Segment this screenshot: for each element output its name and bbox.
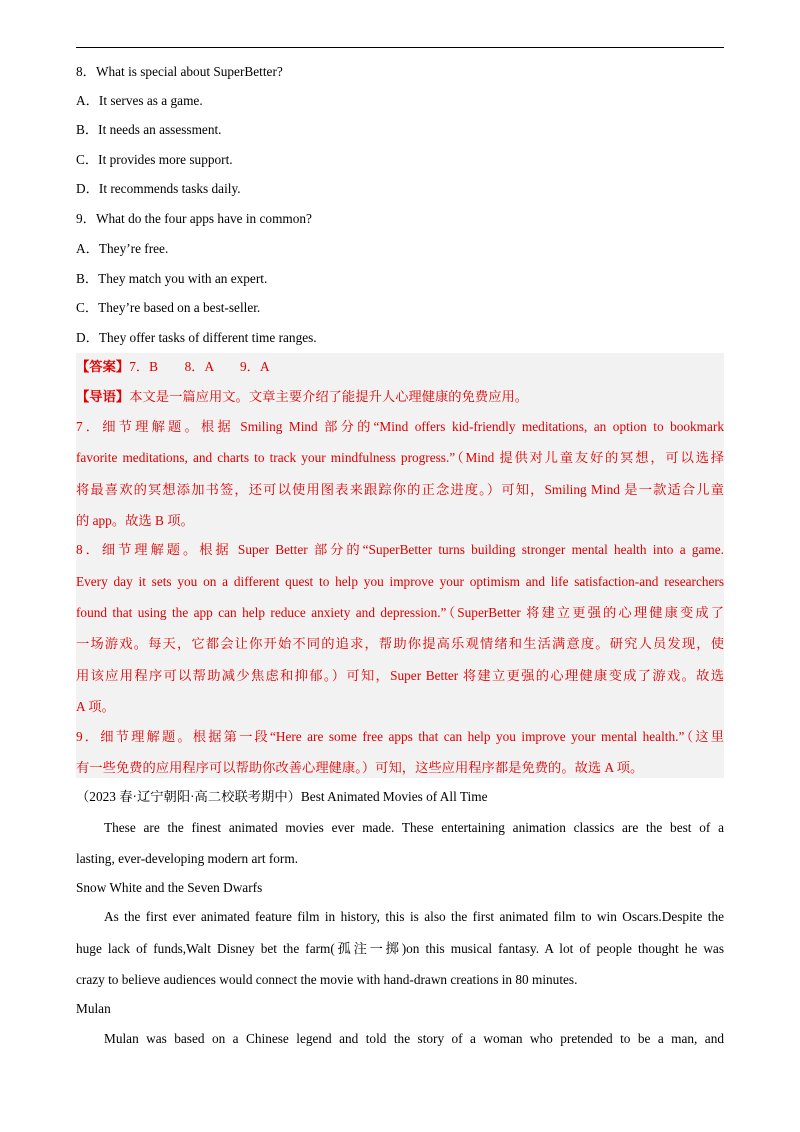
question-8-option-c: C．It provides more support. (76, 152, 233, 167)
answer-values: 7．B 8．A 9．A (129, 359, 270, 374)
question-8-stem: 8．What is special about SuperBetter? (76, 64, 283, 79)
explanation-line: 用该应用程序可以帮助减少焦虑和抑郁。）可知，Super Better 将建立更强的心理健康变成了游戏。故选 (76, 668, 724, 683)
section-snow-white-line: crazy to believe audiences would connect the movie with hand-drawn creations in 80 minutes. (76, 972, 578, 987)
explanation-line: found that using the app can help reduce anxiety and depression.”（SuperBetter 将建立更强的心理健康变成了 (76, 605, 724, 620)
explanation-line: favorite meditations, and charts to track your mindfulness progress.”（Mind 提供对儿童友好的冥想，可以选择 (76, 450, 724, 465)
explanation-line: A 项。 (76, 699, 115, 714)
guide-label: 【导语】 (76, 389, 130, 404)
answer-line (76, 358, 724, 376)
question-9-stem: 9．What do the four apps have in common? (76, 211, 312, 226)
section-mulan-line: Mulan was based on a Chinese legend and told the story of a woman who pretended to be a man, and (104, 1031, 724, 1046)
section-snow-white-line: huge lack of funds,Walt Disney bet the farm(孤注一掷)on this musical fantasy. A lot of people thought he was (76, 941, 724, 956)
question-8-option-b: B．It needs an assessment. (76, 122, 222, 137)
section-title-mulan: Mulan (76, 1001, 111, 1016)
explanation-line: 8．细节理解题。根据 Super Better 部分的“SuperBetter turns building stronger mental health into a game. (76, 542, 724, 557)
section-snow-white-line: As the first ever animated feature film in history, this is also the first animated film to win Oscars.Despite the (104, 909, 724, 924)
question-9-option-a: A．They’re free. (76, 241, 169, 256)
header-rule (76, 47, 724, 48)
question-8-option-d: D．It recommends tasks daily. (76, 181, 241, 196)
explanation-line: 将最喜欢的冥想添加书签，还可以使用图表来跟踪你的正念进度。）可知，Smiling Mind 是一款适合儿童 (76, 482, 724, 497)
explanation-line: 的 app。故选 B 项。 (76, 513, 194, 528)
guide-line (76, 388, 724, 406)
question-9-option-c: C．They’re based on a best-seller. (76, 300, 261, 315)
passage-intro-line: These are the finest animated movies ever made. These entertaining animation classics are the best of a (104, 820, 724, 835)
passage-intro-line: lasting, ever-developing modern art form. (76, 851, 299, 866)
explanation-line: 一场游戏。每天，它都会让你开始不同的追求，帮助你提高乐观情绪和生活满意度。研究人员发现，使 (76, 636, 724, 651)
question-8-option-a: A．It serves as a game. (76, 93, 203, 108)
question-9-option-b: B．They match you with an expert. (76, 271, 268, 286)
explanation-line: 9．细节理解题。根据第一段“Here are some free apps that can help you improve your mental health.”（这里 (76, 729, 724, 744)
section-title-snow-white: Snow White and the Seven Dwarfs (76, 880, 263, 895)
explanation-line: 有一些免费的应用程序可以帮助你改善心理健康。）可知，这些应用程序都是免费的。故选 A 项。 (76, 760, 644, 775)
explanation-line: Every day it sets you on a different quest to help you improve your optimism and life satisfaction-and researchers (76, 574, 724, 589)
passage-source-title: （2023 春·辽宁朝阳·高二校联考期中）Best Animated Movies of All Time (76, 789, 488, 804)
answer-label: 【答案】 (76, 359, 130, 374)
explanation-line: 7．细节理解题。根据 Smiling Mind 部分的“Mind offers kid-friendly meditations, an option to bookmark (76, 419, 724, 434)
guide-text: 本文是一篇应用文。文章主要介绍了能提升人心理健康的免费应用。 (129, 389, 529, 404)
question-9-option-d: D．They offer tasks of different time ranges. (76, 330, 317, 345)
